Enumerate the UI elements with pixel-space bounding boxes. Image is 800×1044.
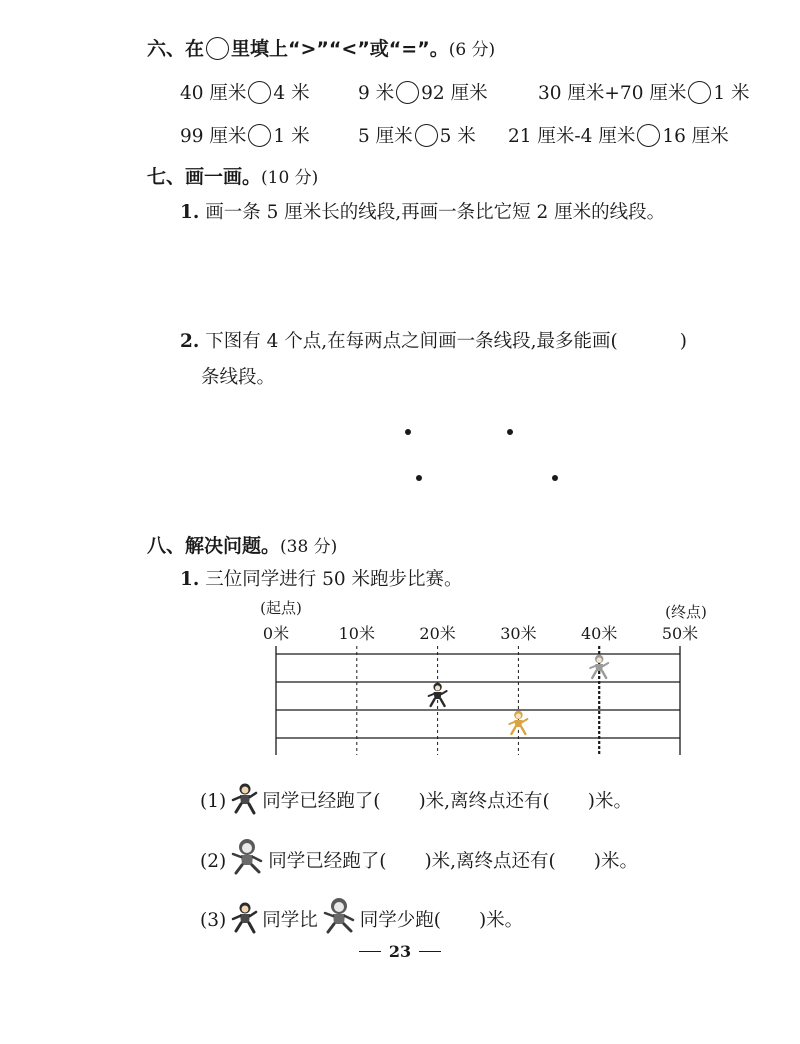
- girl-runner-icon: [320, 897, 358, 935]
- compare-right: 92 厘米: [421, 83, 488, 104]
- compare-left: 30 厘米+70 厘米: [538, 83, 687, 104]
- question-text-end: ): [679, 331, 687, 352]
- tick-label: 0米: [262, 624, 290, 643]
- tick-label: 40米: [581, 624, 618, 643]
- sub-question-3: [200, 897, 523, 935]
- compare-right: 4 米: [273, 83, 310, 104]
- sub-question-text: )米。: [478, 910, 524, 931]
- compare-left: 5 厘米: [358, 126, 413, 147]
- sub-question-text: 同学已经跑了(: [262, 791, 381, 812]
- sub-question-prefix: (3): [200, 910, 227, 931]
- boy-runner-icon: [228, 901, 260, 935]
- compare-left: 99 厘米: [180, 126, 247, 147]
- page-number: 23: [388, 942, 412, 961]
- sub-question-text: )米。: [593, 851, 638, 872]
- compare-left: 21 厘米-4 厘米: [508, 126, 636, 147]
- sub-question-text: 同学少跑(: [359, 910, 441, 931]
- tick-label: 30米: [500, 624, 537, 643]
- girl-runner-icon: [228, 838, 266, 876]
- compare-left: 40 厘米: [180, 83, 247, 104]
- section-8-points: (38 分): [280, 537, 338, 557]
- section-7-title: 七、画一画。: [147, 166, 262, 188]
- sub-question-text: 同学已经跑了(: [268, 851, 387, 872]
- question-text: 画一条 5 厘米长的线段,再画一条比它短 2 厘米的线段。: [205, 202, 666, 223]
- compare-left: 9 米: [358, 83, 395, 104]
- sub-question-text: )米,离终点还有(: [424, 851, 556, 872]
- tick-label: 20米: [419, 624, 456, 643]
- sub-question-1: [200, 782, 632, 816]
- question-number: 2.: [180, 331, 200, 352]
- tick-label: 50米: [661, 624, 699, 643]
- page-footer: [0, 942, 800, 961]
- footer-dash: [359, 951, 381, 952]
- start-label: (起点): [260, 599, 302, 617]
- sub-question-text: 同学比: [262, 910, 318, 931]
- end-label: (终点): [665, 603, 707, 621]
- section-7-points: (10 分): [261, 168, 319, 188]
- sub-question-text: )米。: [587, 791, 632, 812]
- runner-gray-icon: [590, 655, 608, 678]
- compare-right: 1 米: [713, 83, 750, 104]
- question-number: 1.: [180, 569, 200, 590]
- section-8-title: 八、解决问题。: [147, 535, 281, 557]
- section-6-title-b: 里填上“>”“<”或“=”。: [231, 38, 449, 60]
- footer-dash: [419, 951, 441, 952]
- question-text: 条线段。: [201, 367, 276, 388]
- compare-right: 16 厘米: [662, 126, 729, 147]
- section-6-title-a: 六、在: [147, 38, 205, 60]
- sub-question-prefix: (1): [200, 791, 227, 812]
- tick-label: 10米: [338, 624, 375, 643]
- compare-right: 1 米: [273, 126, 310, 147]
- sub-question-prefix: (2): [200, 851, 227, 872]
- sub-question-2: [200, 838, 638, 876]
- question-text: 三位同学进行 50 米跑步比赛。: [205, 569, 463, 590]
- compare-right: 5 米: [439, 126, 476, 147]
- question-text: 下图有 4 个点,在每两点之间画一条线段,最多能画(: [205, 331, 618, 352]
- sub-question-text: )米,离终点还有(: [418, 791, 550, 812]
- boy-runner-icon: [228, 782, 260, 816]
- section-6-points: (6 分): [448, 40, 496, 60]
- question-number: 1.: [180, 202, 200, 223]
